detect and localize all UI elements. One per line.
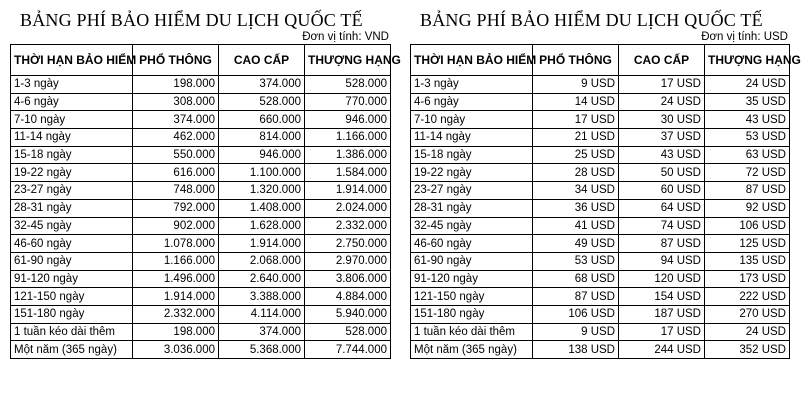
cell-duration: 7-10 ngày [11,111,133,129]
cell-duration: 46-60 ngày [411,235,533,253]
cell-premium-price: 187 USD [619,305,705,323]
table-header-row [11,45,391,76]
table-row [11,252,391,270]
cell-premium-price: 1.100.000 [219,164,305,182]
cell-duration: 28-31 ngày [411,199,533,217]
cell-standard-price: 1.496.000 [133,270,219,288]
cell-deluxe-price: 222 USD [705,288,790,306]
cell-standard-price: 2.332.000 [133,305,219,323]
usd-price-panel [410,0,801,359]
header-standard: PHỔ THÔNG [533,45,619,76]
cell-deluxe-price: 135 USD [705,252,790,270]
cell-premium-price: 50 USD [619,164,705,182]
cell-deluxe-price: 4.884.000 [305,288,391,306]
cell-duration: 46-60 ngày [11,235,133,253]
cell-duration: 91-120 ngày [411,270,533,288]
cell-standard-price: 198.000 [133,76,219,94]
header-premium: CAO CẤP [619,45,705,76]
cell-deluxe-price: 72 USD [705,164,790,182]
table-header-row [411,45,790,76]
cell-premium-price: 244 USD [619,341,705,359]
cell-duration: 1-3 ngày [11,76,133,94]
cell-standard-price: 3.036.000 [133,341,219,359]
cell-deluxe-price: 43 USD [705,111,790,129]
cell-premium-price: 120 USD [619,270,705,288]
header-duration: THỜI HẠN BẢO HIỂM [11,45,133,76]
cell-deluxe-price: 2.024.000 [305,199,391,217]
cell-premium-price: 64 USD [619,199,705,217]
cell-deluxe-price: 63 USD [705,146,790,164]
cell-duration: 91-120 ngày [11,270,133,288]
cell-standard-price: 616.000 [133,164,219,182]
cell-deluxe-price: 1.166.000 [305,129,391,147]
cell-deluxe-price: 2.970.000 [305,252,391,270]
cell-premium-price: 374.000 [219,323,305,341]
cell-duration: Một năm (365 ngày) [411,341,533,359]
cell-duration: 151-180 ngày [411,305,533,323]
cell-standard-price: 550.000 [133,146,219,164]
table-row [11,129,391,147]
cell-premium-price: 3.388.000 [219,288,305,306]
cell-standard-price: 28 USD [533,164,619,182]
cell-duration: 23-27 ngày [11,182,133,200]
table-row [11,323,391,341]
cell-deluxe-price: 1.914.000 [305,182,391,200]
cell-deluxe-price: 5.940.000 [305,305,391,323]
table-row [411,93,790,111]
table-row [411,146,790,164]
table-row [411,323,790,341]
cell-deluxe-price: 770.000 [305,93,391,111]
cell-standard-price: 462.000 [133,129,219,147]
table-row [11,305,391,323]
cell-premium-price: 24 USD [619,93,705,111]
cell-premium-price: 2.640.000 [219,270,305,288]
cell-premium-price: 4.114.000 [219,305,305,323]
cell-standard-price: 1.166.000 [133,252,219,270]
cell-standard-price: 34 USD [533,182,619,200]
cell-deluxe-price: 92 USD [705,199,790,217]
cell-duration: 19-22 ngày [11,164,133,182]
cell-deluxe-price: 87 USD [705,182,790,200]
table-row [11,182,391,200]
cell-premium-price: 946.000 [219,146,305,164]
cell-premium-price: 94 USD [619,252,705,270]
table-row [411,111,790,129]
cell-standard-price: 14 USD [533,93,619,111]
table-row [11,341,391,359]
cell-deluxe-price: 2.332.000 [305,217,391,235]
table-row [11,76,391,94]
table-row [11,235,391,253]
cell-deluxe-price: 946.000 [305,111,391,129]
table-row [411,305,790,323]
table-body [11,76,391,359]
cell-premium-price: 374.000 [219,76,305,94]
cell-premium-price: 43 USD [619,146,705,164]
cell-deluxe-price: 2.750.000 [305,235,391,253]
cell-premium-price: 1.914.000 [219,235,305,253]
cell-standard-price: 198.000 [133,323,219,341]
cell-standard-price: 17 USD [533,111,619,129]
cell-deluxe-price: 106 USD [705,217,790,235]
table-row [411,129,790,147]
cell-deluxe-price: 528.000 [305,76,391,94]
cell-standard-price: 41 USD [533,217,619,235]
cell-standard-price: 53 USD [533,252,619,270]
cell-standard-price: 68 USD [533,270,619,288]
cell-premium-price: 1.320.000 [219,182,305,200]
cell-premium-price: 1.628.000 [219,217,305,235]
cell-standard-price: 138 USD [533,341,619,359]
table-row [411,199,790,217]
cell-deluxe-price: 1.386.000 [305,146,391,164]
cell-deluxe-price: 1.584.000 [305,164,391,182]
cell-standard-price: 748.000 [133,182,219,200]
cell-standard-price: 9 USD [533,76,619,94]
currency-unit-label: Đơn vị tính: USD [701,31,788,43]
header-standard: PHỔ THÔNG [133,45,219,76]
header-deluxe: THƯỢNG HẠNG [705,45,790,76]
cell-premium-price: 74 USD [619,217,705,235]
cell-duration: 28-31 ngày [11,199,133,217]
cell-premium-price: 17 USD [619,76,705,94]
cell-duration: 1-3 ngày [411,76,533,94]
cell-duration: 121-150 ngày [411,288,533,306]
cell-duration: 11-14 ngày [411,129,533,147]
cell-standard-price: 9 USD [533,323,619,341]
table-row [11,146,391,164]
cell-standard-price: 36 USD [533,199,619,217]
table-row [411,217,790,235]
premium-table-vnd [10,44,401,359]
cell-duration: 15-18 ngày [11,146,133,164]
table-row [11,270,391,288]
table-row [411,252,790,270]
cell-premium-price: 154 USD [619,288,705,306]
cell-duration: 15-18 ngày [411,146,533,164]
cell-deluxe-price: 125 USD [705,235,790,253]
cell-duration: 32-45 ngày [11,217,133,235]
header-deluxe: THƯỢNG HẠNG [305,45,391,76]
vnd-price-panel [10,0,401,359]
cell-standard-price: 792.000 [133,199,219,217]
table-row [411,341,790,359]
panel-title: BẢNG PHÍ BẢO HIỂM DU LỊCH QUỐC TẾ [20,10,363,30]
cell-premium-price: 5.368.000 [219,341,305,359]
cell-standard-price: 25 USD [533,146,619,164]
header-duration: THỜI HẠN BẢO HIỂM [411,45,533,76]
table-row [411,288,790,306]
cell-duration: 61-90 ngày [11,252,133,270]
cell-standard-price: 106 USD [533,305,619,323]
cell-deluxe-price: 3.806.000 [305,270,391,288]
table-row [411,270,790,288]
cell-deluxe-price: 7.744.000 [305,341,391,359]
table-row [411,76,790,94]
cell-premium-price: 17 USD [619,323,705,341]
table-row [11,199,391,217]
cell-duration: 19-22 ngày [411,164,533,182]
cell-duration: 1 tuần kéo dài thêm [11,323,133,341]
cell-duration: 151-180 ngày [11,305,133,323]
cell-duration: 61-90 ngày [411,252,533,270]
cell-deluxe-price: 528.000 [305,323,391,341]
cell-deluxe-price: 24 USD [705,76,790,94]
table-body [411,76,790,359]
cell-standard-price: 1.078.000 [133,235,219,253]
cell-duration: 32-45 ngày [411,217,533,235]
panel-title: BẢNG PHÍ BẢO HIỂM DU LỊCH QUỐC TẾ [420,10,763,30]
cell-premium-price: 60 USD [619,182,705,200]
cell-standard-price: 49 USD [533,235,619,253]
cell-deluxe-price: 35 USD [705,93,790,111]
cell-premium-price: 660.000 [219,111,305,129]
cell-deluxe-price: 173 USD [705,270,790,288]
table-row [11,217,391,235]
cell-standard-price: 87 USD [533,288,619,306]
table-row [11,111,391,129]
cell-duration: 23-27 ngày [411,182,533,200]
cell-premium-price: 1.408.000 [219,199,305,217]
table-row [411,182,790,200]
cell-standard-price: 308.000 [133,93,219,111]
cell-duration: 4-6 ngày [411,93,533,111]
table-row [11,164,391,182]
cell-standard-price: 1.914.000 [133,288,219,306]
cell-premium-price: 528.000 [219,93,305,111]
cell-deluxe-price: 24 USD [705,323,790,341]
cell-premium-price: 30 USD [619,111,705,129]
cell-duration: 121-150 ngày [11,288,133,306]
currency-unit-label: Đơn vị tính: VND [302,31,389,43]
cell-premium-price: 814.000 [219,129,305,147]
cell-deluxe-price: 352 USD [705,341,790,359]
cell-premium-price: 37 USD [619,129,705,147]
table-row [11,288,391,306]
table-row [411,235,790,253]
cell-standard-price: 374.000 [133,111,219,129]
cell-duration: 1 tuần kéo dài thêm [411,323,533,341]
premium-table-usd [410,44,801,359]
cell-deluxe-price: 53 USD [705,129,790,147]
header-premium: CAO CẤP [219,45,305,76]
cell-duration: 11-14 ngày [11,129,133,147]
cell-duration: 4-6 ngày [11,93,133,111]
cell-duration: 7-10 ngày [411,111,533,129]
table-row [11,93,391,111]
cell-standard-price: 902.000 [133,217,219,235]
table-row [411,164,790,182]
cell-standard-price: 21 USD [533,129,619,147]
cell-premium-price: 2.068.000 [219,252,305,270]
cell-deluxe-price: 270 USD [705,305,790,323]
cell-duration: Một năm (365 ngày) [11,341,133,359]
cell-premium-price: 87 USD [619,235,705,253]
